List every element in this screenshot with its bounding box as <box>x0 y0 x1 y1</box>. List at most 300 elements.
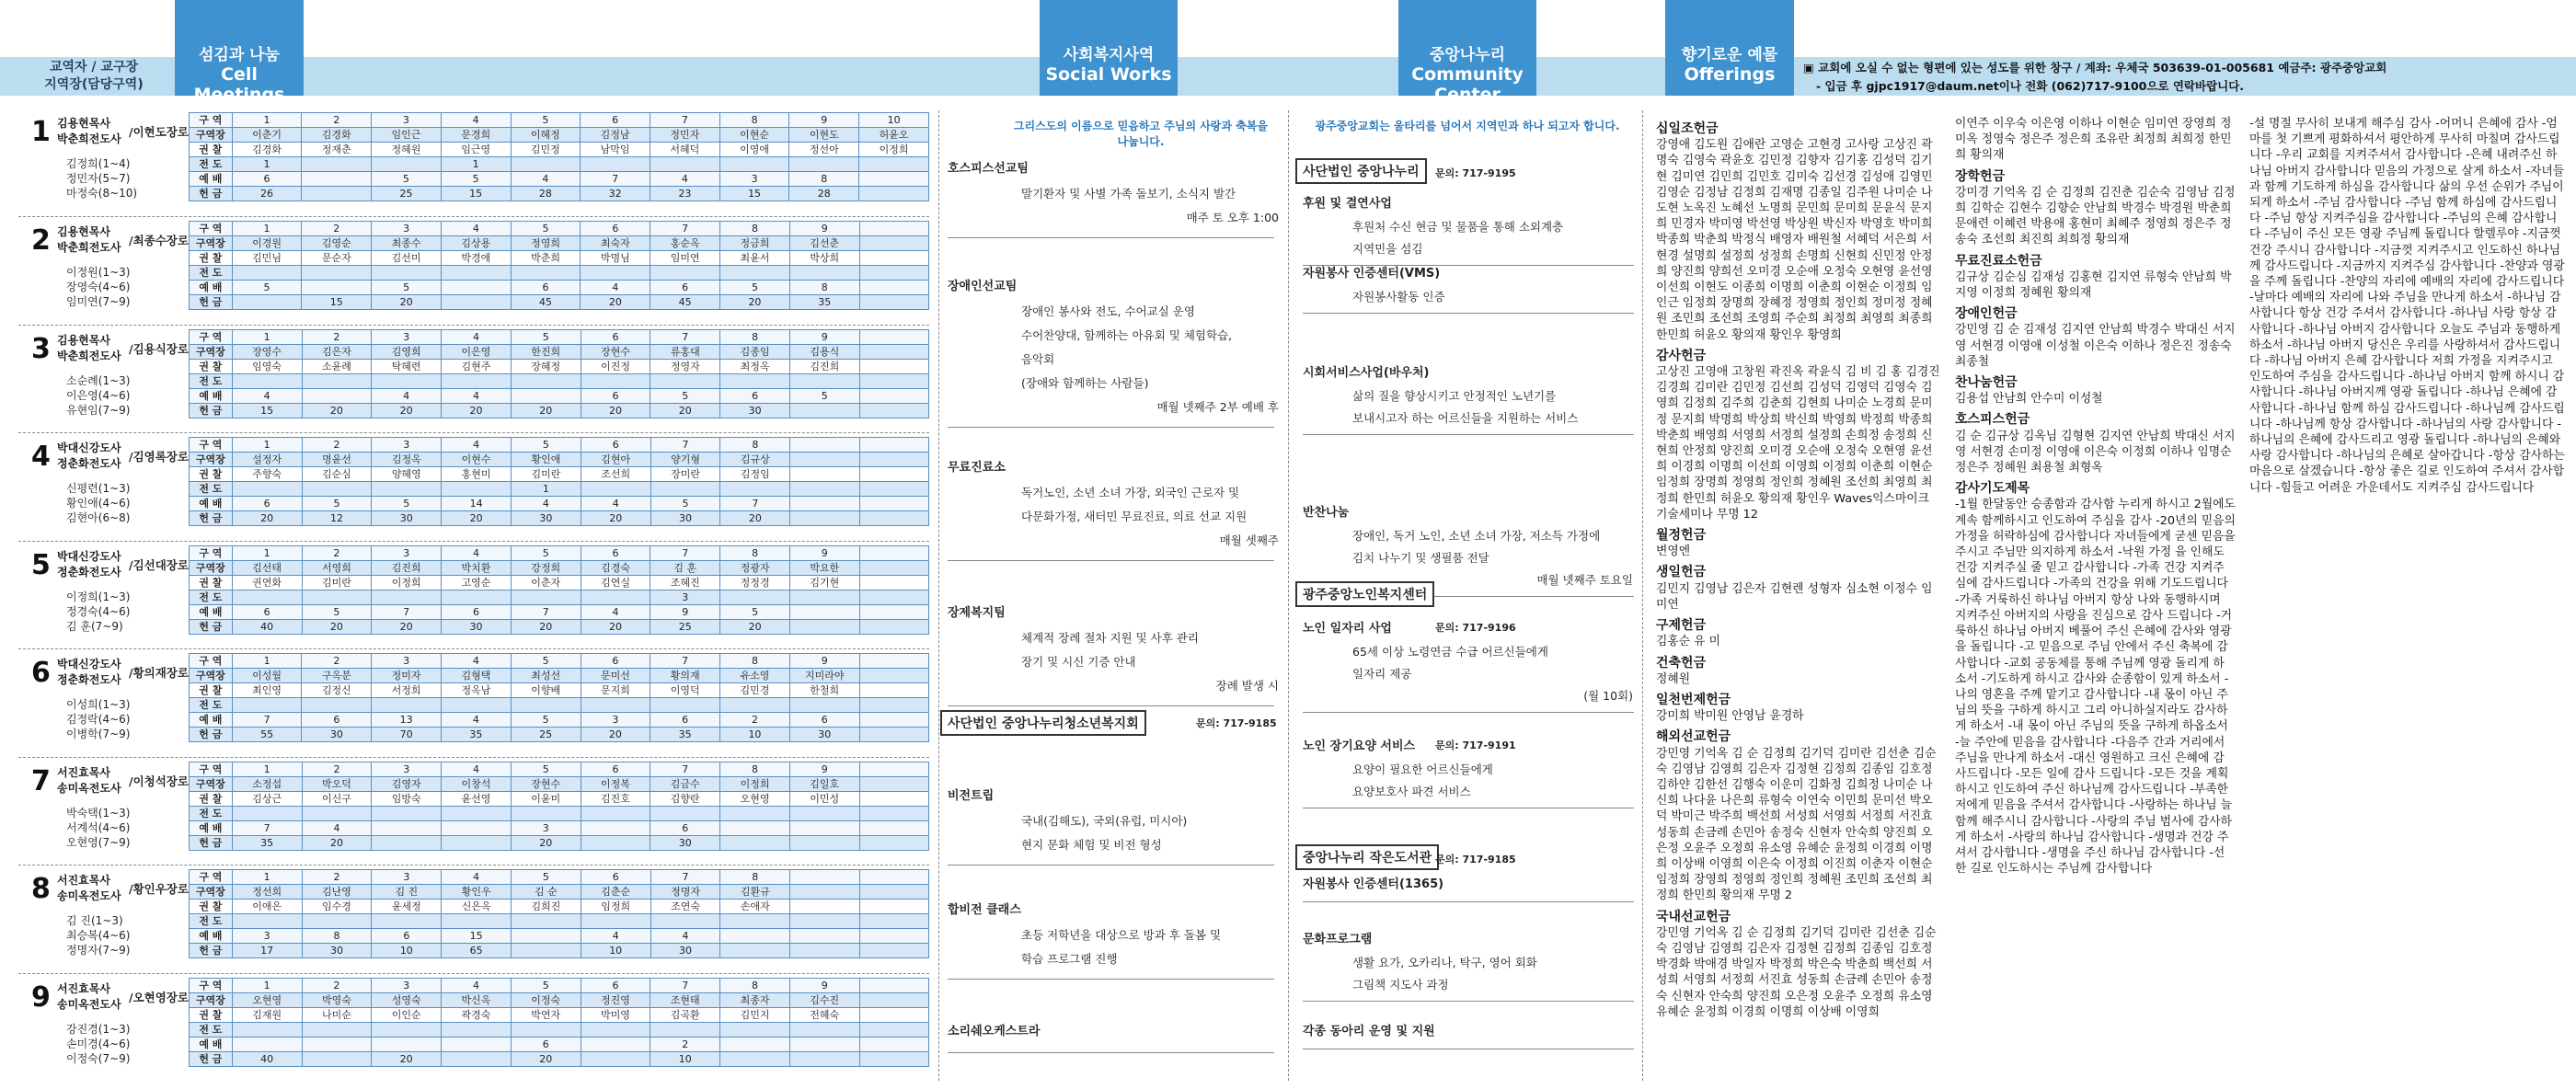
row-label: 구 역 <box>190 654 233 669</box>
cell-number: 3 <box>31 333 51 365</box>
offering-names: 강민영 기억옥 김 순 김정희 김기덕 김미란 김선춘 김순숙 김영남 김영희 김은자 김정현 김정희 김종임 김호정 박경화 박애경 박일자 박정희 박은숙 박춘희 백선희 서성희 서영희 서정희 서진효 성동희 손금례 손민아 송정숙 신현자 안숙희 양진희 오은정 오윤주 오정희 유소영 유혜순 윤정희 이경희 이명희 이상배 이영희 <box>1656 925 1937 1019</box>
table-cell: 5 <box>232 281 302 295</box>
cell-district-elder: /이현도장로 <box>129 125 189 139</box>
table-cell: 3 <box>372 113 442 128</box>
area-leader: 김정락(4~6) <box>66 713 131 726</box>
area-leader: 손미경(4~6) <box>66 1037 131 1050</box>
social-item-line: 음악회 <box>1021 352 1055 366</box>
table-cell: 유소영 <box>720 669 790 683</box>
table-cell <box>442 374 512 389</box>
social-item-line: 수어찬양대, 함께하는 아유회 및 체험학습, <box>1021 328 1233 342</box>
table-cell: 9 <box>789 654 859 669</box>
table-cell: 최숙자 <box>581 236 650 251</box>
row-label: 헌 금 <box>190 728 233 742</box>
table-cell: 서영희 <box>302 561 372 576</box>
table-cell: 20 <box>720 295 790 310</box>
offering-names: 강미희 박미원 안영남 윤경하 <box>1656 709 1804 724</box>
table-cell <box>859 467 928 482</box>
table-cell: 4 <box>442 654 512 669</box>
table-cell: 이정희 <box>720 777 790 792</box>
social-item-line: 말기환자 및 사별 가족 돌보기, 소식지 발간 <box>1021 187 1236 201</box>
table-cell <box>441 295 511 310</box>
table-row <box>190 236 929 251</box>
table-cell: 정영희 <box>511 236 581 251</box>
table-cell <box>859 453 928 467</box>
table-cell <box>789 807 859 821</box>
table-cell <box>859 546 928 561</box>
table-cell <box>372 266 442 281</box>
offerings-column-1 <box>1656 116 1941 1020</box>
social-item-rule <box>948 237 1274 238</box>
table-cell: 이현도 <box>789 128 859 143</box>
offering-title: 십일조헌금 <box>1656 121 1719 136</box>
table-cell: 임미연 <box>650 251 720 266</box>
table-cell <box>442 590 512 605</box>
table-cell: 8 <box>789 281 859 295</box>
table-cell: 4 <box>232 389 302 404</box>
table-cell: 박치환 <box>442 561 512 576</box>
table-row <box>190 762 929 777</box>
table-cell: 35 <box>442 728 512 742</box>
table-cell: 9 <box>789 546 859 561</box>
table-cell: 명윤선 <box>302 453 372 467</box>
row-label: 헌 금 <box>190 511 233 526</box>
table-cell: 김미란 <box>302 576 372 590</box>
social-item-line: 매월 셋째주 <box>1219 533 1279 547</box>
table-cell: 정금희 <box>720 236 790 251</box>
table-cell <box>789 821 859 836</box>
table-cell: 이정복 <box>581 777 650 792</box>
table-cell: 김선춘 <box>789 236 859 251</box>
table-cell <box>720 482 790 497</box>
row-label: 권 찰 <box>190 900 233 914</box>
community-item-title: 노인 일자리 사업 <box>1303 622 1392 636</box>
table-cell <box>581 374 650 389</box>
social-item-rule <box>948 705 1274 706</box>
table-cell: 2 <box>302 870 372 885</box>
row-label: 전 도 <box>190 374 233 389</box>
table-cell: 황인애 <box>511 453 581 467</box>
table-cell: 김민님 <box>232 251 302 266</box>
table-cell: 4 <box>442 713 512 728</box>
table-cell: 32 <box>581 187 650 201</box>
offering-names: 김 순 김규상 김옥님 김형현 김지연 안남희 박대신 서지영 서현경 손미정 이영애 이은숙 이정희 이하나 임명순 정은주 정혜원 최용철 최형옥 <box>1955 429 2236 476</box>
table-cell: 10 <box>859 113 929 128</box>
community-item-line: 김치 나누기 및 생필품 전달 <box>1352 551 1489 565</box>
offering-title: 감사헌금 <box>1656 348 1707 363</box>
table-cell <box>719 157 789 172</box>
table-cell <box>859 620 928 635</box>
table-row <box>190 374 929 389</box>
table-cell: 전혜숙 <box>789 1008 859 1023</box>
table-row <box>190 870 929 885</box>
cell-district-elder: /황의재장로 <box>129 666 189 680</box>
table-cell: 최윤서 <box>720 251 790 266</box>
table-row <box>190 438 929 453</box>
community-box-phone: 문의: 717-9195 <box>1435 167 1516 179</box>
area-leader: 김 훈(7~9) <box>66 620 123 633</box>
table-cell <box>442 807 512 821</box>
table-cell <box>789 404 859 418</box>
cell-group <box>0 221 929 324</box>
table-cell: 한철희 <box>789 683 859 698</box>
table-row <box>190 1037 929 1052</box>
cell-evangelist: 박춘희전도사 <box>57 241 121 254</box>
header-lead <box>13 59 175 94</box>
table-cell: 곽경숙 <box>442 1008 512 1023</box>
table-cell: 고영순 <box>442 576 512 590</box>
cell-separator <box>18 648 929 649</box>
offering-names: 강민영 기억옥 김 순 김정희 김기덕 김미란 김선춘 김순숙 김영남 김영희 김은자 김정현 김정희 김종임 김호정 김하얀 김한선 김행숙 이운미 김화정 김희정 나미순 나신희 나다윤 나은희 류형숙 이연숙 이민희 문미선 박오덕 박미근 박주희 백선희 서성희 서영희 서정희 서진효 성동희 손금례 손민아 송정숙 신현자 안숙희 양진희 오은정 오윤주 오정희 유소영 유혜순 윤정희 이경희 이명희 이상배 이영희 이은숙 이정희 이진희 이춘자 이현순 임정희 장영희 정영희 정인희 정혜원 조민희 조선희 최정희 한민희 황의재 무명 2 <box>1656 746 1937 903</box>
row-label: 구역장 <box>190 345 233 360</box>
table-cell <box>859 792 928 807</box>
table-cell: 최정옥 <box>720 360 790 374</box>
table-cell: 김 순 <box>512 885 581 900</box>
table-cell: 8 <box>720 870 790 885</box>
cell-separator <box>18 757 929 758</box>
area-leader: 장영숙(4~6) <box>66 281 131 293</box>
row-label: 전 도 <box>190 914 233 929</box>
table-cell <box>650 266 720 281</box>
row-label: 구 역 <box>190 546 233 561</box>
table-cell <box>720 836 790 851</box>
cell-area-leaders <box>66 265 130 309</box>
table-row <box>190 360 929 374</box>
cell-area-leaders <box>66 590 130 634</box>
cell-pastor: 서진효목사 <box>57 874 110 887</box>
table-cell: 5 <box>511 979 581 993</box>
table-cell: 2 <box>720 713 790 728</box>
table-cell: 정재춘 <box>302 143 372 157</box>
area-leader: 오현영(7~9) <box>66 836 131 849</box>
table-cell <box>859 944 928 958</box>
table-cell <box>859 281 928 295</box>
table-cell: 구옥분 <box>302 669 372 683</box>
table-cell <box>302 482 372 497</box>
table-cell: 임인근 <box>372 128 442 143</box>
offering-names: 정혜원 <box>1656 671 1691 686</box>
table-cell: 조혜진 <box>650 576 720 590</box>
social-item-rule <box>948 427 1274 428</box>
table-cell <box>720 929 790 944</box>
table-cell <box>512 914 581 929</box>
table-row <box>190 620 929 635</box>
cell-district-elder: /김선대장로 <box>129 558 189 572</box>
table-row <box>190 187 929 201</box>
table-cell <box>372 836 442 851</box>
table-cell: 김환규 <box>720 885 790 900</box>
table-cell: 1 <box>232 438 302 453</box>
table-cell: 25 <box>650 620 720 635</box>
table-cell <box>302 172 372 187</box>
table-cell <box>859 222 928 236</box>
table-cell: 40 <box>232 620 302 635</box>
area-leader: 이성희(1~3) <box>66 698 131 711</box>
table-cell <box>372 1037 442 1052</box>
row-label: 예 배 <box>190 713 233 728</box>
table-cell: 김경화 <box>302 128 372 143</box>
offering-title: 장학헌금 <box>1955 168 2006 184</box>
table-cell: 김민정 <box>511 143 581 157</box>
table-cell <box>859 576 928 590</box>
table-cell: 4 <box>441 222 511 236</box>
table-cell <box>859 236 928 251</box>
table-cell <box>302 1052 372 1067</box>
cell-group <box>0 653 929 756</box>
table-cell: 문미선 <box>581 669 650 683</box>
table-cell <box>302 590 372 605</box>
row-label: 권 찰 <box>190 251 233 266</box>
cell-number: 1 <box>31 116 51 148</box>
tab-community-center-ko: 중앙나누리 <box>1429 46 1506 64</box>
table-cell <box>511 374 581 389</box>
table-cell: 3 <box>581 713 650 728</box>
table-cell: 10 <box>581 944 650 958</box>
table-cell: 김은자 <box>302 345 372 360</box>
table-cell: 4 <box>372 389 442 404</box>
table-cell: 장현수 <box>511 777 581 792</box>
table-cell: 5 <box>511 330 581 345</box>
table-cell: 김민지 <box>720 1008 790 1023</box>
tab-offerings-en: Offerings <box>1684 64 1776 85</box>
table-cell: 최성선 <box>511 669 581 683</box>
table-cell: 20 <box>302 836 372 851</box>
table-cell: 30 <box>720 404 790 418</box>
community-item-rule <box>1303 901 1634 902</box>
area-leader: 김정희(1~4) <box>66 157 131 170</box>
table-cell: 20 <box>372 295 442 310</box>
table-cell: 주향숙 <box>232 467 302 482</box>
table-cell <box>859 821 928 836</box>
table-cell: 조연숙 <box>650 900 720 914</box>
table-cell: 20 <box>511 836 581 851</box>
area-leader: 유현임(7~9) <box>66 404 131 417</box>
table-cell: 30 <box>442 620 512 635</box>
table-cell: 7 <box>650 762 720 777</box>
cell-separator <box>18 973 929 974</box>
row-label: 헌 금 <box>190 836 233 851</box>
cell-number: 8 <box>31 873 51 905</box>
offering-names: 강미경 기억옥 김 순 김정희 김진춘 김순숙 김영남 김정희 김학순 김현수 김향순 안남희 박경수 박경원 박춘희 문애련 이혜련 박용애 홍현미 최혜주 정영희 정은주 정송숙 조선희 최진희 최희정 황의재 <box>1955 185 2236 247</box>
table-cell: 박미영 <box>581 1008 650 1023</box>
table-cell: 6 <box>302 713 372 728</box>
table-cell <box>232 1023 302 1037</box>
row-label: 구 역 <box>190 222 233 236</box>
table-cell: 7 <box>720 497 790 511</box>
table-row <box>190 482 929 497</box>
table-cell: 권연화 <box>232 576 302 590</box>
table-cell: 6 <box>442 605 512 620</box>
cell-area-leaders <box>66 373 130 418</box>
table-cell <box>302 187 372 201</box>
community-item-phone: 문의: 717-9191 <box>1435 739 1516 751</box>
table-cell: 이성월 <box>232 669 302 683</box>
table-cell <box>232 295 302 310</box>
table-cell <box>789 698 859 713</box>
table-cell <box>302 389 372 404</box>
community-box-phone: 문의: 717-9185 <box>1435 854 1516 865</box>
table-cell <box>859 438 928 453</box>
cell-evangelist: 정춘화전도사 <box>57 457 121 470</box>
table-cell: 김영희 <box>372 345 442 360</box>
table-cell <box>442 821 512 836</box>
table-cell: 4 <box>650 929 720 944</box>
table-row <box>190 669 929 683</box>
table-cell: 5 <box>789 389 859 404</box>
table-row <box>190 605 929 620</box>
offering-names: 강민영 김 순 김재성 김지연 안남희 박경수 박대신 서지영 서현경 이영애 이성철 이은숙 이하나 정은진 정송숙 최종철 <box>1955 323 2236 369</box>
table-cell: 박춘희 <box>511 251 581 266</box>
cell-pastor: 박대신강도사 <box>57 441 121 454</box>
table-cell: 3 <box>372 979 442 993</box>
table-cell: 김곡환 <box>650 1008 720 1023</box>
area-leader: 이정희(1~3) <box>66 590 131 603</box>
community-item-line: 생활 요가, 오카리나, 탁구, 영어 회화 <box>1352 956 1537 969</box>
table-cell: 14 <box>442 497 512 511</box>
community-item-rule <box>1303 313 1634 314</box>
table-cell <box>859 590 928 605</box>
table-cell: 1 <box>441 157 511 172</box>
social-item-title: 호스피스선교팀 <box>948 162 1029 176</box>
social-item-title: 소리쉐오케스트라 <box>948 1025 1041 1038</box>
table-cell: 28 <box>511 187 581 201</box>
table-cell: 4 <box>650 172 719 187</box>
table-row <box>190 836 929 851</box>
table-row <box>190 345 929 360</box>
table-row <box>190 728 929 742</box>
table-row <box>190 113 929 128</box>
table-row <box>190 885 929 900</box>
table-cell: 20 <box>511 404 581 418</box>
community-intro: 광주중앙교회는 울타리를 넘어서 지역민과 하나 되고자 합니다. <box>1315 120 1620 132</box>
table-cell: 4 <box>442 979 512 993</box>
table-cell: 이영애 <box>719 143 789 157</box>
area-leader: 정경숙(4~6) <box>66 605 131 618</box>
table-cell: 5 <box>720 281 790 295</box>
community-item-line: 그림책 지도사 과정 <box>1352 978 1449 992</box>
table-cell <box>720 821 790 836</box>
social-item-line: 장애인 봉사와 전도, 수어교실 운영 <box>1021 304 1195 318</box>
offering-notice <box>1803 59 2567 96</box>
table-cell: 오현영 <box>232 993 302 1008</box>
row-label: 예 배 <box>190 389 233 404</box>
table-cell <box>372 482 442 497</box>
table-cell: 3 <box>372 546 442 561</box>
tab-community-center <box>1398 0 1536 105</box>
community-item-line: 보내시고자 하는 어르신들을 지원하는 서비스 <box>1352 411 1579 425</box>
cell-group <box>0 545 929 648</box>
table-cell <box>859 511 928 526</box>
cell-evangelist: 박춘희전도사 <box>57 350 121 362</box>
table-row <box>190 172 929 187</box>
table-cell <box>789 836 859 851</box>
table-row <box>190 929 929 944</box>
table-cell <box>859 1037 928 1052</box>
table-cell <box>442 482 512 497</box>
table-cell: 1 <box>511 482 581 497</box>
table-cell: 7 <box>650 654 720 669</box>
table-cell <box>441 266 511 281</box>
table-cell: 2 <box>302 330 372 345</box>
community-item-title: 자원봉사 인증센터(VMS) <box>1303 267 1441 281</box>
table-cell <box>789 374 859 389</box>
table-cell: 3 <box>372 870 442 885</box>
table-row <box>190 914 929 929</box>
cell-group <box>0 762 929 865</box>
area-leader: 마정숙(8~10) <box>66 187 138 200</box>
table-cell: 2 <box>650 1037 720 1052</box>
table-cell: 26 <box>232 187 302 201</box>
table-cell: 6 <box>581 330 650 345</box>
table-cell: 17 <box>232 944 302 958</box>
table-cell <box>859 728 928 742</box>
table-cell: 6 <box>789 713 859 728</box>
area-leader: 신평련(1~3) <box>66 482 131 495</box>
table-cell: 40 <box>232 1052 302 1067</box>
table-cell: 65 <box>442 944 512 958</box>
table-cell <box>232 374 302 389</box>
table-cell: 이춘기 <box>232 128 302 143</box>
table-cell: 김민경 <box>720 683 790 698</box>
table-cell <box>720 944 790 958</box>
table-cell: 3 <box>372 654 442 669</box>
table-cell: 7 <box>650 113 719 128</box>
cell-separator <box>18 216 929 217</box>
table-cell: 신은옥 <box>442 900 512 914</box>
table-cell <box>232 482 302 497</box>
table-cell: 20 <box>442 511 512 526</box>
area-leader: 소순례(1~3) <box>66 374 131 387</box>
table-cell: 15 <box>302 295 372 310</box>
table-cell: 임영숙 <box>232 360 302 374</box>
table-cell <box>859 330 928 345</box>
table-cell: 탁혜련 <box>372 360 442 374</box>
table-cell <box>859 654 928 669</box>
table-cell: 정미자 <box>372 669 442 683</box>
divider <box>938 110 939 1081</box>
cell-leaders <box>57 224 132 256</box>
table-cell: 1 <box>232 654 302 669</box>
cell-area-leaders <box>66 913 130 957</box>
table-cell: 김상근 <box>232 792 302 807</box>
table-cell: 김 진 <box>372 885 442 900</box>
table-cell: 최인영 <box>232 683 302 698</box>
offering-names: 고상진 고영애 고창원 곽진옥 곽윤식 김 비 김 홍 김경진 김경희 김미란 김민정 김선희 김성덕 김영덕 김영숙 김영희 김정희 김주희 김춘희 김현희 나미순 노경희 문미정 문지희 박명희 박상희 박신희 박영희 박정희 박종희 박춘희 배영희 서영희 서정희 설정희 손희정 송정희 신현희 안정희 양진희 오미경 오순애 오정숙 오현영 윤선희 이경희 이명희 이선희 이영희 이정희 이춘희 이현순 임정희 장명희 정영희 정인희 정혜원 조선희 최영희 최정희 한민희 허윤오 황의재 황인우 Waves익스마이크 기술세미나 무명 12 <box>1656 365 1940 522</box>
social-intro: 그리스도의 이름으로 믿음하고 주님의 사랑과 축복을 나눕니다. <box>1014 120 1268 148</box>
table-cell <box>511 807 581 821</box>
table-cell <box>511 266 581 281</box>
cell-leaders <box>57 333 132 364</box>
table-cell: 김난영 <box>302 885 372 900</box>
table-cell <box>790 914 859 929</box>
offering-title: 건축헌금 <box>1656 655 1707 671</box>
table-cell <box>859 1023 928 1037</box>
cell-pastor: 김용현목사 <box>57 225 110 238</box>
area-leader: 이정숙(7~9) <box>66 1052 131 1065</box>
table-cell: 6 <box>581 654 650 669</box>
table-cell <box>859 900 928 914</box>
table-cell: 5 <box>372 281 442 295</box>
table-cell: 김정남 <box>581 128 650 143</box>
cell-table <box>189 762 929 851</box>
social-item-title: 장제복지팀 <box>948 606 1006 620</box>
table-cell <box>650 914 720 929</box>
table-cell: 정민자 <box>650 128 719 143</box>
table-cell: 10 <box>650 1052 720 1067</box>
table-cell: 20 <box>372 1052 442 1067</box>
social-item-rule <box>948 979 1274 980</box>
table-cell: 김수진 <box>789 993 859 1008</box>
